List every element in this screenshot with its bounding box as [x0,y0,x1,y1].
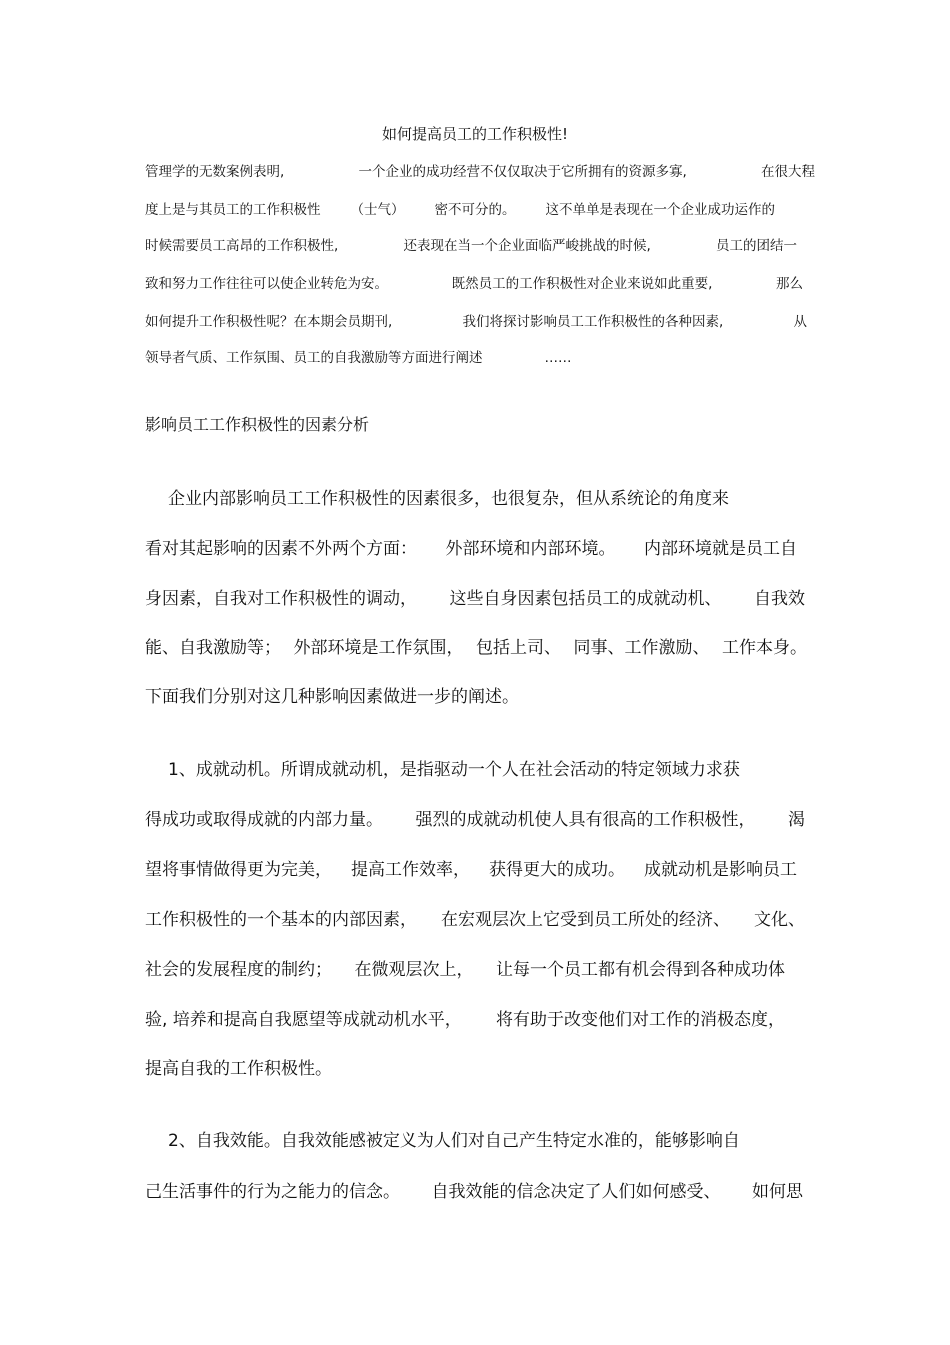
text-segment: 在微观层次上， [354,960,474,980]
text-segment: 一个企业的成功经营不仅仅取决于它所拥有的资源多寡, [358,164,687,180]
text-segment: 将有助于改变他们对工作的消极态度， [496,1010,785,1030]
section-heading: 影响员工工作积极性的因素分析 [145,415,370,434]
text-segment: 成就动机是影响员工 [644,860,797,880]
text-segment: 己生活事件的行为之能力的信念。 [145,1182,400,1202]
body-line [168,1129,768,1153]
body-line [145,1008,785,1032]
text-segment: 包括上司、 [476,638,561,658]
text-segment: 外部环境和内部环境。 [445,539,616,559]
intro-line [145,236,797,256]
body-line [168,758,768,782]
body-line [145,636,807,660]
intro-line [145,200,775,220]
text-segment: 提高自我的工作积极性。 [145,1059,332,1079]
text-segment: 让每一个员工都有机会得到各种成功体 [496,960,785,980]
text-segment: 员工的团结一 [716,238,797,254]
body-line [145,1057,807,1081]
body-line [145,808,805,832]
text-segment: 文化、 [754,910,805,930]
text-segment: 验, 培养和提高自我愿望等成就动机水平， [145,1010,462,1030]
text-segment: 能、自我激励等； [145,638,281,658]
text-segment: 领导者气质、工作氛围、员工的自我激励等方面进行阐述 [145,350,483,366]
intro-line [145,274,803,294]
intro-line [145,348,815,368]
text-segment: 内部环境就是员工自 [644,539,797,559]
text-segment: 密不可分的。 [434,202,516,218]
body-line [168,487,768,511]
text-segment: 在很大程 [761,164,815,180]
text-segment: 企业内部影响员工工作积极性的因素很多，也很复杂，但从系统论的角度来 [168,489,729,509]
text-segment: 时候需要员工高昂的工作积极性, [145,238,339,254]
text-segment: 如何思 [752,1182,803,1202]
text-segment: 工作积极性的一个基本的内部因素， [145,910,417,930]
text-segment: 度上是与其员工的工作积极性 [145,202,321,218]
intro-line [145,312,807,332]
body-line [145,1180,803,1204]
text-segment: 社会的发展程度的制约； [145,960,332,980]
text-segment: 2、自我效能。自我效能感被定义为人们对自己产生特定水准的，能够影响自 [168,1131,740,1151]
text-segment: 如何提升工作积极性呢？在本期会员期刊, [145,314,393,330]
text-segment: 管理学的无数案例表明, [145,164,285,180]
text-segment: 还表现在当一个企业面临严峻挑战的时候, [403,238,651,254]
body-line [145,858,797,882]
text-segment: 工作本身。 [722,638,807,658]
text-segment: 这不单单是表现在一个企业成功运作的 [545,202,775,218]
text-segment: 从 [793,314,807,330]
body-line [145,587,805,611]
text-segment: 致和努力工作往往可以使企业转危为安。 [145,276,388,292]
intro-line [145,162,815,182]
document-title: 如何提高员工的工作积极性! [381,125,568,143]
text-segment: 身因素，自我对工作积极性的调动， [145,589,417,609]
text-segment: 得成功或取得成就的内部力量。 [145,810,383,830]
text-segment: （士气） [350,202,405,218]
text-segment: 强烈的成就动机使人具有很高的工作积极性， [415,810,756,830]
body-line [145,908,805,932]
text-segment: 下面我们分别对这几种影响因素做进一步的阐述。 [145,687,519,707]
text-segment: 望将事情做得更为完美， [145,860,332,880]
text-segment: 既然员工的工作积极性对企业来说如此重要, [451,276,713,292]
text-segment: 这些自身因素包括员工的成就动机、 [449,589,722,609]
text-segment: 我们将探讨影响员工工作积极性的各种因素, [462,314,724,330]
text-segment: 在宏观层次上它受到员工所处的经济、 [441,910,730,930]
body-line [145,537,797,561]
text-segment: 提高工作效率， [351,860,470,880]
text-segment: …… [544,350,572,366]
text-segment: 渴 [788,810,805,830]
text-segment: 外部环境是工作氛围， [293,638,464,658]
body-line [145,685,807,709]
text-segment: 自我效能的信念决定了人们如何感受、 [431,1182,721,1202]
body-line [145,958,785,982]
text-segment: 看对其起影响的因素不外两个方面： [145,539,417,559]
text-segment: 获得更大的成功。 [489,860,625,880]
text-segment: 那么 [775,276,803,292]
text-segment: 1、成就动机。所谓成就动机，是指驱动一个人在社会活动的特定领域力求获 [168,760,740,780]
text-segment: 自我效 [754,589,805,609]
text-segment: 同事、工作激励、 [573,638,710,658]
